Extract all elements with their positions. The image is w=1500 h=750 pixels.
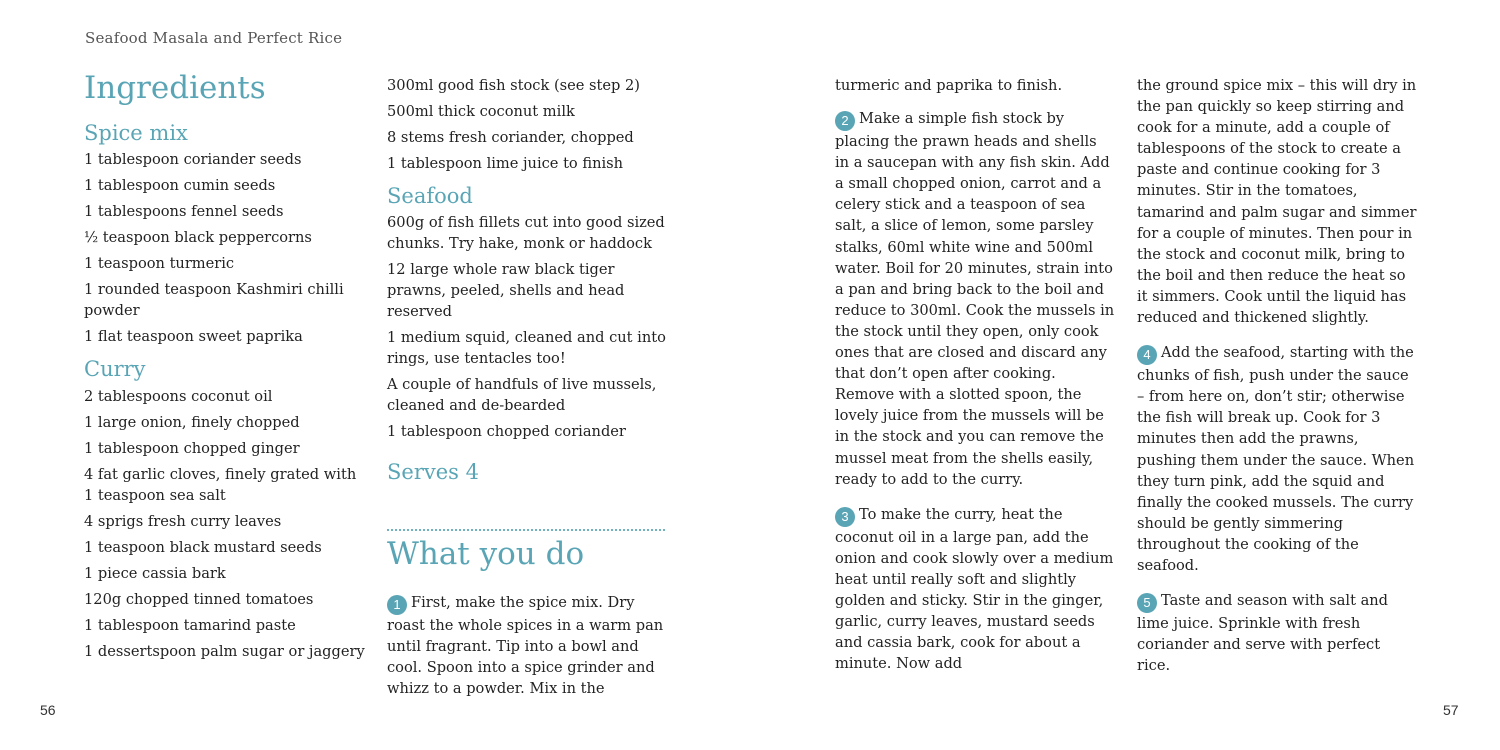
method-title: What you do [387, 536, 585, 572]
ingredient-item: 1 teaspoon black mustard seeds [84, 538, 322, 556]
ingredient-item: 1 tablespoon chopped coriander [387, 423, 626, 441]
section-heading-seafood: Seafood [387, 184, 473, 208]
step-text: Make a simple fish stock by placing the prawn heads and shells in a saucepan with any fish skin. Add a small chopped onion, carrot and a celery stick and a teaspoon of sea salt, a slice of lemon, some parsley stalks, 60ml white wine and 500ml water. Boil for 20 minutes, strain into a pan and bring back to the boil and reduce to 300ml. Cook the mussels in the stock until they open, only cook ones that are closed and discard any that don’t open after cooking. Remove with a slotted spoon, the lovely juice from the mussels will be in the stock and you can remove the mussel meat from the shells easily, ready to add to the curry. [835, 110, 1115, 488]
step-number-badge: 3 [835, 507, 855, 527]
ingredient-item: 4 sprigs fresh curry leaves [84, 512, 282, 530]
running-head: Seafood Masala and Perfect Rice [85, 29, 343, 47]
ingredient-item: 1 tablespoon lime juice to finish [387, 155, 624, 172]
ingredients-column-2 [387, 75, 672, 485]
step-text: To make the curry, heat the coconut oil in a large pan, add the onion and cook slowly over a medium heat until really soft and slightly golden and sticky. Stir in the ginger, garlic, curry leaves, mustard seeds and cassia bark, cook for about a minute. Now add [835, 505, 1114, 673]
ingredient-item: 8 stems fresh coriander, chopped [387, 129, 634, 146]
method-step-4 [1137, 342, 1417, 576]
ingredient-item: 300ml good fish stock (see step 2) [387, 77, 640, 94]
step-text: First, make the spice mix. Dry roast the whole spices in a warm pan until fragrant. Tip into a bowl and cool. Spoon into a spice grinder and whizz to a powder. Mix in the [387, 594, 664, 698]
ingredient-item: 600g of fish fillets cut into good sized chunks. Try hake, monk or haddock [387, 214, 665, 253]
ingredient-item: 500ml thick coconut milk [387, 103, 575, 120]
step-number-badge: 5 [1137, 593, 1157, 613]
method-step-2 [835, 108, 1115, 490]
method-column-3 [835, 75, 1120, 688]
method-step-3-continued [1137, 75, 1417, 328]
ingredient-item: 4 fat garlic cloves, finely grated with 1 teaspoon sea salt [84, 465, 357, 504]
ingredient-item: 1 flat teaspoon sweet paprika [84, 328, 303, 346]
step-number-badge: 1 [387, 595, 407, 615]
ingredient-item: 1 dessertspoon palm sugar or jaggery [84, 642, 365, 660]
ingredient-item: 1 piece cassia bark [84, 564, 226, 582]
method-step-3 [835, 504, 1115, 675]
step-number-badge: 4 [1137, 345, 1157, 365]
ingredient-item: 1 tablespoon coriander seeds [84, 151, 302, 169]
ingredient-item: 1 tablespoon cumin seeds [84, 177, 276, 195]
method-column-4 [1137, 75, 1422, 690]
ingredient-item: 2 tablespoons coconut oil [84, 387, 273, 405]
ingredient-item: 1 tablespoon chopped ginger [84, 439, 300, 457]
section-heading-curry: Curry [84, 357, 146, 382]
ingredients-column-1 [84, 70, 369, 667]
step-text: the ground spice mix – this will dry in the pan quickly so keep stirring and cook for a minute, add a couple of tablespoons of the stock to create a paste and continue cooking for 3 minutes. Stir in the tomatoes, tamarind and palm sugar and simmer for a couple of minutes. Then pour in the stock and coconut milk, bring to the boil and then reduce the heat so it simmers. Cook until the liquid has reduced and thickened slightly. [1137, 77, 1417, 327]
step-number-badge: 2 [835, 111, 855, 131]
step-text: turmeric and paprika to finish. [835, 77, 1063, 94]
ingredient-item: A couple of handfuls of live mussels, cleaned and de-bearded [387, 376, 657, 415]
method-step-1 [387, 592, 667, 699]
method-step-1-continued [835, 75, 1115, 96]
ingredient-item: 1 large onion, finely chopped [84, 413, 300, 431]
ingredients-title: Ingredients [84, 70, 266, 106]
ingredient-item: 1 rounded teaspoon Kashmiri chilli powder [84, 281, 344, 320]
ingredient-item: 1 tablespoons fennel seeds [84, 203, 284, 221]
step-text: Taste and season with salt and lime juice. Sprinkle with fresh coriander and serve with perfect rice. [1137, 592, 1389, 675]
ingredient-item: 12 large whole raw black tiger prawns, peeled, shells and head reserved [387, 261, 625, 321]
section-heading-spice-mix: Spice mix [84, 121, 188, 146]
ingredient-item: ½ teaspoon black peppercorns [84, 229, 312, 247]
serves-label: Serves 4 [387, 460, 479, 485]
page-number-left: 56 [40, 702, 56, 718]
step-text: Add the seafood, starting with the chunks of fish, push under the sauce – from here on, don’t stir; otherwise the fish will break up. Cook for 3 minutes then add the prawns, pushing them under the sauce. When they turn pink, add the squid and finally the cooked mussels. The curry should be gently simmering throughout the cooking of the seafood. [1137, 344, 1415, 574]
dotted-divider [387, 529, 665, 531]
ingredient-item: 120g chopped tinned tomatoes [84, 590, 314, 608]
page-number-right: 57 [1443, 702, 1459, 718]
ingredient-item: 1 teaspoon turmeric [84, 255, 235, 273]
method-step-5 [1137, 590, 1417, 676]
ingredient-item: 1 tablespoon tamarind paste [84, 616, 296, 634]
ingredient-item: 1 medium squid, cleaned and cut into rings, use tentacles too! [387, 329, 666, 368]
